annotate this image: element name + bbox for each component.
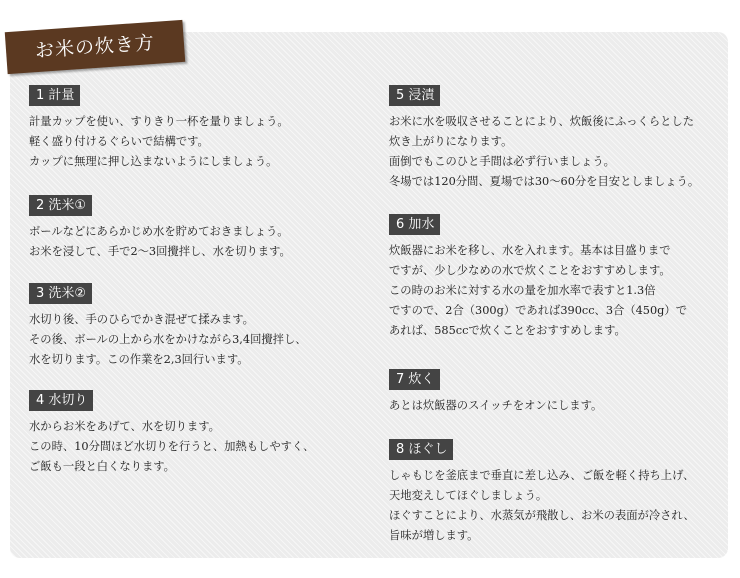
section-line: 計量カップを使い、すりきり一杯を量りましょう。 (29, 115, 289, 128)
section-line: 旨味が増します。 (389, 529, 479, 542)
section-body (389, 466, 695, 546)
section-line: 天地変えしてほぐしましょう。 (389, 489, 548, 502)
section-heading: 5 浸漬 (389, 85, 440, 106)
section-heading: 6 加水 (389, 214, 440, 235)
section-loosen (389, 438, 695, 546)
section-wash-2 (29, 282, 307, 370)
section-line: あれば、585ccで炊くことをおすすめします。 (389, 324, 626, 337)
section-line: その後、ボールの上から水をかけながら3,4回攪拌し、 (29, 333, 307, 346)
section-line: ご飯も一段と白くなります。 (29, 460, 175, 473)
section-heading: 2 洗米① (29, 195, 92, 216)
section-body (29, 310, 307, 370)
section-line: 軽く盛り付けるぐらいで結構です。 (29, 135, 209, 148)
section-line: 冬場では120分間、夏場では30～60分を目安としましょう。 (389, 175, 700, 188)
section-wash-1 (29, 194, 291, 262)
section-line: 水からお米をあげて、水を切ります。 (29, 420, 220, 433)
section-line: あとは炊飯器のスイッチをオンにします。 (389, 399, 603, 412)
section-line: ですが、少し少なめの水で炊くことをおすすめします。 (389, 264, 671, 277)
section-heading: 3 洗米② (29, 283, 92, 304)
page-title: お米の炊き方 (5, 20, 185, 74)
section-line: お米に水を吸収させることにより、炊飯後にふっくらとした (389, 115, 695, 128)
section-line: 炊き上がりになります。 (389, 135, 513, 148)
section-body (389, 112, 699, 192)
section-body (389, 241, 687, 341)
section-line: カップに無理に押し込まないようにしましょう。 (29, 155, 278, 168)
section-body (29, 417, 314, 477)
section-line: ですので、2合（300g）であれば390cc、3合（450g）で (389, 304, 688, 317)
section-measure (29, 84, 289, 172)
section-line: 面倒でもこのひと手間は必ず行いましょう。 (389, 155, 615, 168)
section-drain (29, 389, 314, 477)
section-heading: 8 ほぐし (389, 439, 453, 460)
section-line: 水切り後、手のひらでかき混ぜて揉みます。 (29, 313, 254, 326)
section-line: ボールなどにあらかじめ水を貯めておきましょう。 (29, 225, 289, 238)
section-line: しゃもじを釜底まで垂直に差し込み、ご飯を軽く持ち上げ、 (389, 469, 695, 482)
section-heading: 7 炊く (389, 369, 440, 390)
section-body (389, 396, 602, 416)
section-line: この時、10分間ほど水切りを行うと、加熱もしやすく、 (29, 440, 315, 453)
section-line: お米を浸して、手で2～3回攪拌し、水を切ります。 (29, 245, 291, 258)
section-heading: 4 水切り (29, 390, 93, 411)
section-line: 水を切ります。この作業を2,3回行います。 (29, 353, 249, 366)
section-add-water (389, 213, 687, 341)
section-soak (389, 84, 699, 192)
section-heading: 1 計量 (29, 85, 80, 106)
section-body (29, 222, 291, 262)
section-line: 炊飯器にお米を移し、水を入れます。基本は目盛りまで (389, 244, 671, 257)
section-body (29, 112, 289, 172)
section-line: ほぐすことにより、水蒸気が飛散し、お米の表面が冷され、 (389, 509, 695, 522)
section-cook (389, 368, 602, 416)
section-line: この時のお米に対する水の量を加水率で表すと1.3倍 (389, 284, 656, 297)
